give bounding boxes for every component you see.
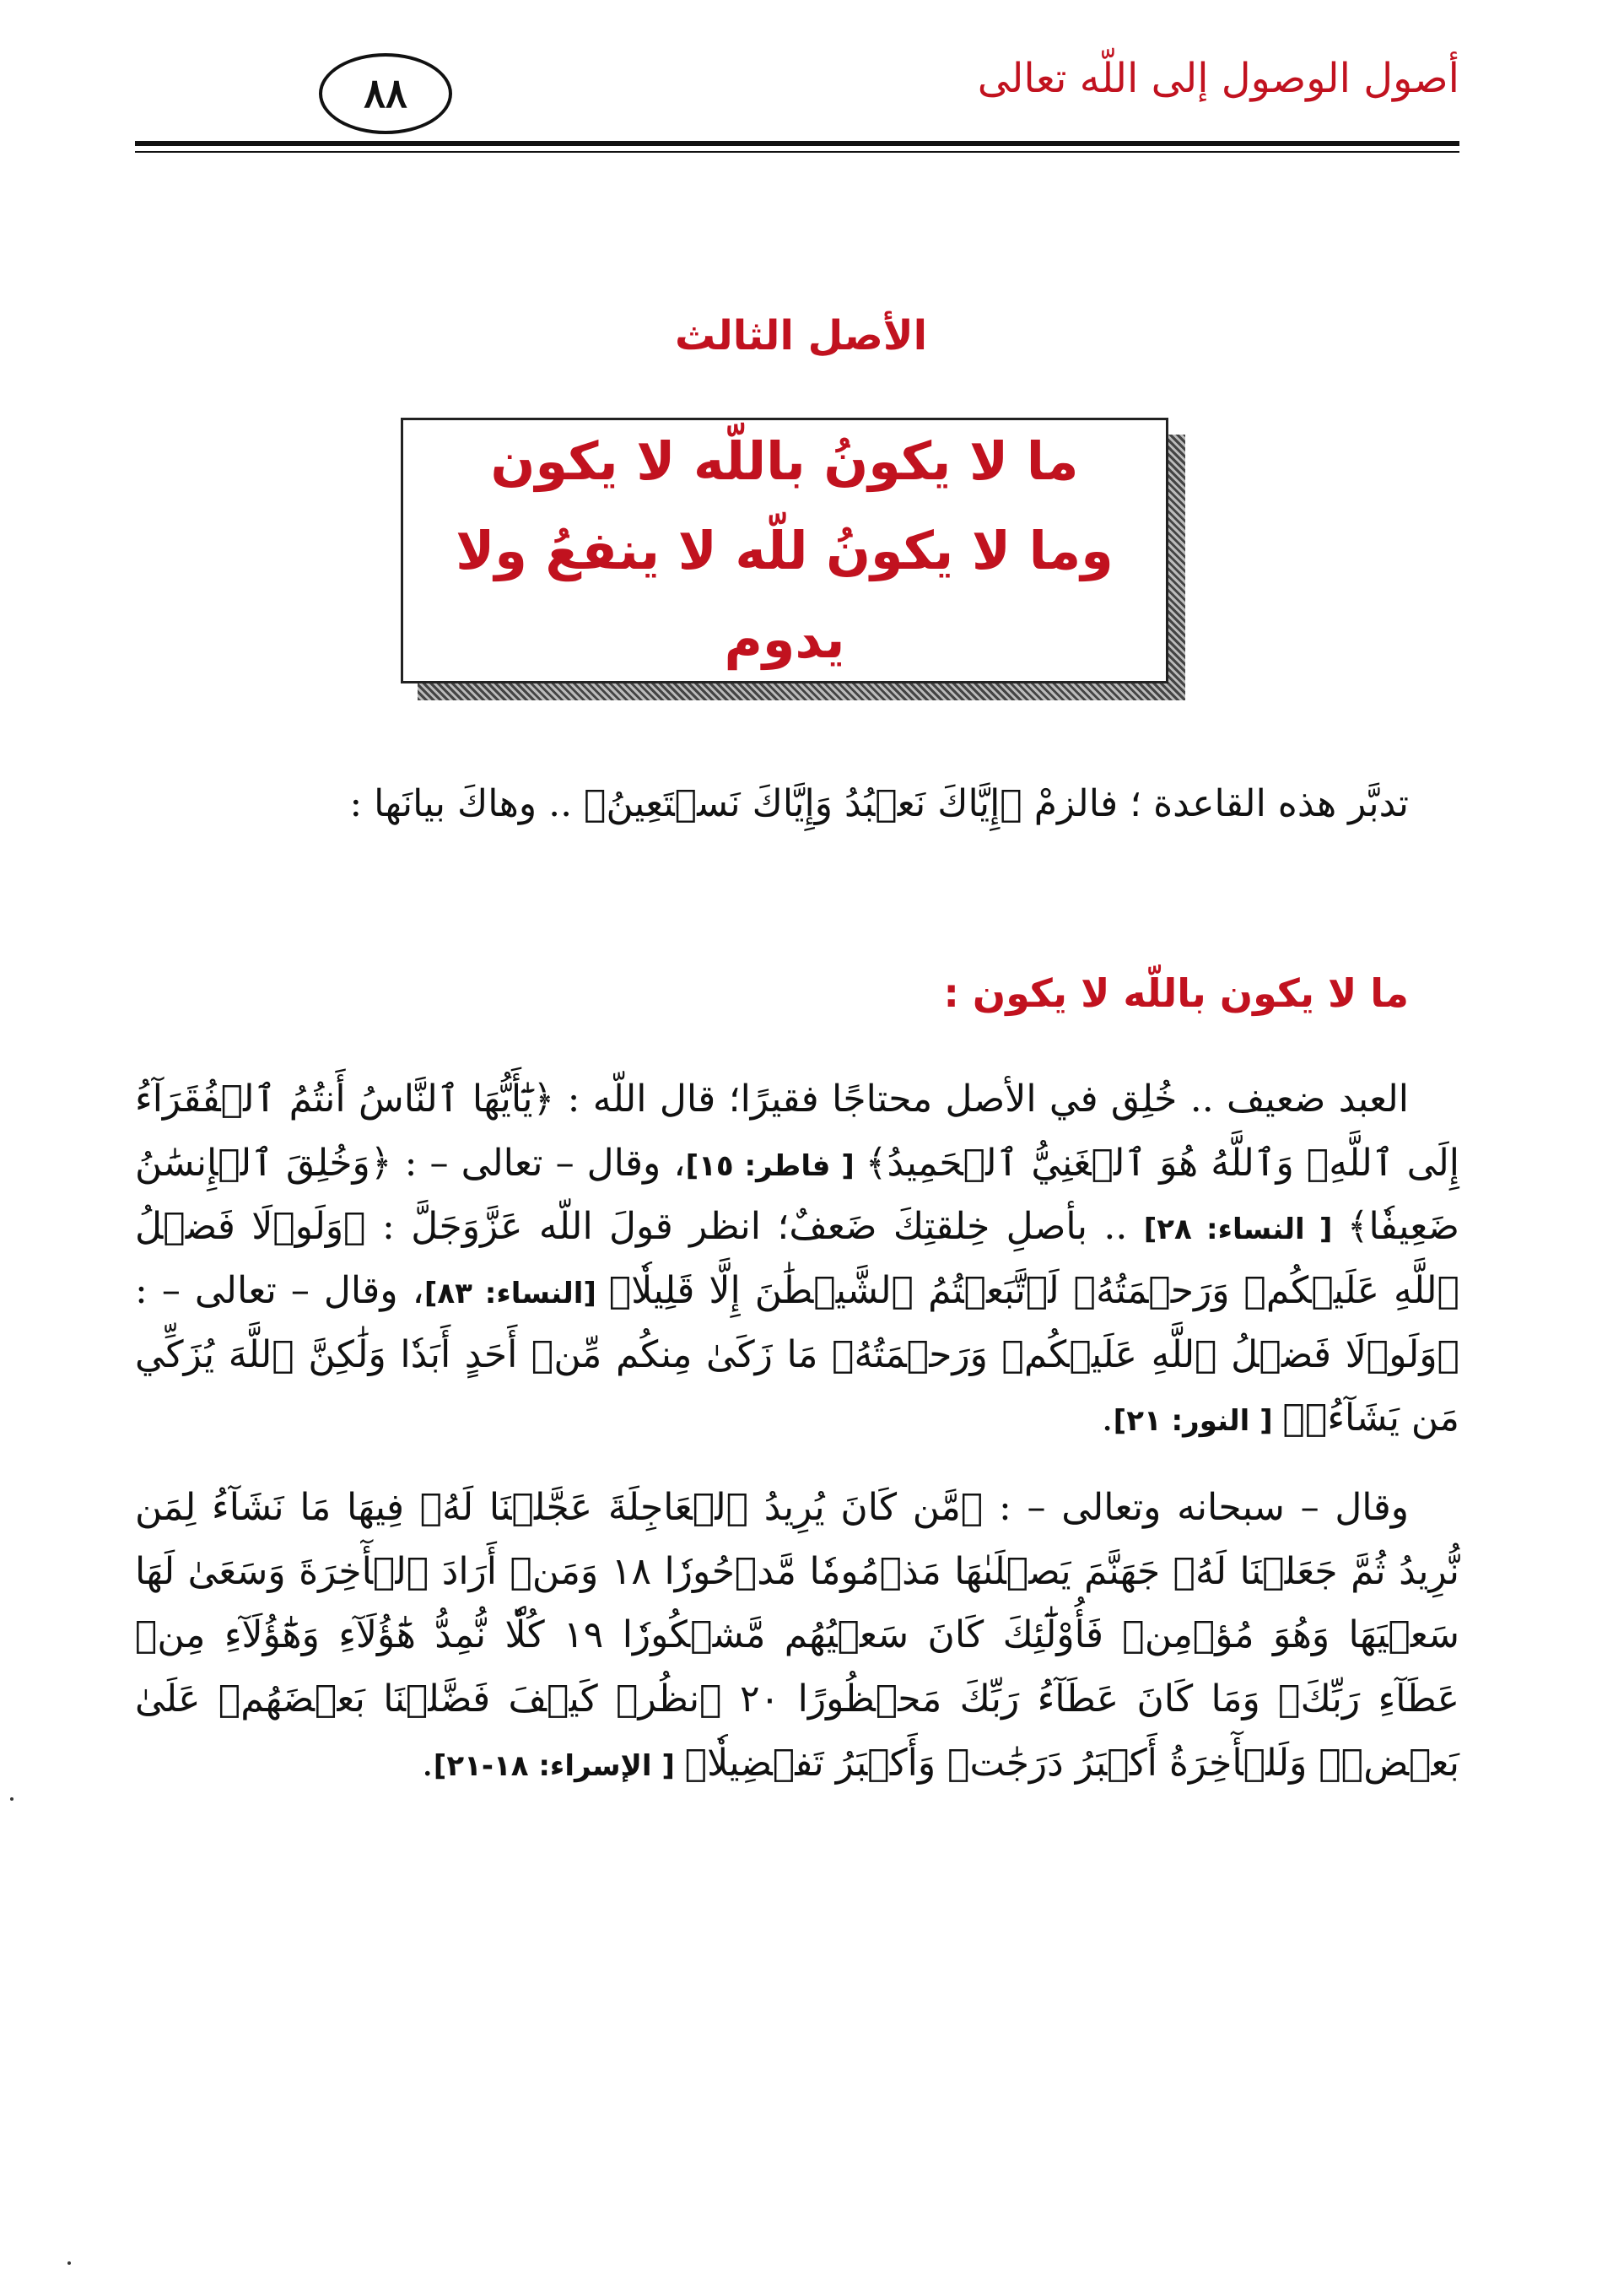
subheading: ما لا يكون باللّه لا يكون :	[943, 970, 1409, 1016]
para1-verse-3: ﴿وَلَوۡلَا فَضۡلُ ٱللَّهِ عَلَيۡكُمۡ وَرَحۡمَتُهُۥ لَٱتَّبَعۡتُمُ ٱلشَّيۡطَٰنَ إِلَّا قَلِيلٗا﴾	[135, 1205, 1459, 1313]
intro-quran-verse: ﴿إِيَّاكَ نَعۡبُدُ وَإِيَّاكَ نَسۡتَعِينُ﴾	[584, 782, 1022, 825]
page-header	[135, 46, 1459, 148]
intro-text-1: تدبَّر هذه القاعدة ؛ فالزمْ	[1022, 782, 1409, 825]
rule-line-1: ما لا يكونُ باللّه لا يكون	[490, 430, 1079, 493]
page-number: ٨٨	[319, 53, 452, 134]
para1-verse-2: ﴿وَخُلِقَ ٱلۡإِنسَٰنُ ضَعِيفٗا﴾	[135, 1141, 1459, 1249]
intro-paragraph	[135, 772, 1459, 855]
section-title: الأصل الثالث	[674, 312, 928, 359]
body-paragraphs	[135, 1067, 1459, 1813]
scan-speck	[67, 2261, 71, 2265]
para1-ref-3: [النساء: ٨٣]	[423, 1277, 609, 1311]
rule-box	[401, 418, 1168, 683]
para1-verse-4: ﴿وَلَوۡلَا فَضۡلُ ٱللَّهِ عَلَيۡكُمۡ وَرَحۡمَتُهُۥ مَا زَكَىٰ مِنكُم مِّنۡ أَحَدٍ أَبَدٗا وَلَٰكِنَّ ٱللَّهَ يُزَكِّي مَن يَشَآءُۗ﴾	[135, 1332, 1459, 1440]
rule-line-2: وما لا يكونُ للّه لا ينفعُ ولا يدوم	[456, 519, 1114, 671]
para1-ref-1: [ فاطر: ١٥]	[685, 1148, 866, 1183]
para1-text-1: العبد ضعيف .. خُلِق في الأصل محتاجًا فقيرًا؛ قال اللّه :	[554, 1078, 1409, 1121]
para2-text-2: .	[421, 1741, 434, 1785]
paragraph-1	[135, 1067, 1459, 1451]
para1-text-2: ، وقال – تعالى – :	[391, 1141, 686, 1185]
header-rule-thin	[135, 151, 1459, 153]
scan-speck	[10, 1797, 13, 1801]
honorific-glyph: عَزَّوَجَلَّ	[411, 1205, 523, 1249]
para2-text-1: وقال – سبحانه وتعالى – :	[983, 1486, 1409, 1530]
para1-text-6: .	[1101, 1397, 1114, 1440]
para2-ref-1: [ الإسراء: ١٨-٢١]	[433, 1748, 685, 1783]
paragraph-2	[135, 1476, 1459, 1795]
para1-text-5: ، وقال – تعالى – :	[135, 1269, 424, 1313]
para1-text-3: .. بأصلِ خِلقتِكَ ضَعفٌ؛ انظر قولَ اللّه	[522, 1205, 1144, 1249]
para1-ref-2: [ النساء: ٢٨]	[1143, 1213, 1347, 1247]
para1-ref-4: [ النور: ٢١]	[1113, 1404, 1283, 1439]
header-rule-thick	[135, 141, 1459, 146]
para2-verses: ﴿مَّن كَانَ يُرِيدُ ٱلۡعَاجِلَةَ عَجَّلۡنَا لَهُۥ فِيهَا مَا نَشَآءُ لِمَن نُّرِيدُ ثُمَّ جَعَلۡنَا لَهُۥ جَهَنَّمَ يَصۡلَىٰهَا مَذۡمُومٗا مَّدۡحُورٗا ١٨ وَمَنۡ أَرَادَ ٱلۡأٓخِرَةَ وَسَعَىٰ لَهَا سَعۡيَهَا وَهُوَ مُؤۡمِنٞ فَأُوْلَٰٓئِكَ كَانَ سَعۡيُهُم مَّشۡكُورٗا ١٩ كُلّٗا نُّمِدُّ هَٰٓؤُلَآءِ وَهَٰٓؤُلَآءِ مِنۡ عَطَآءِ رَبِّكَۚ وَمَا كَانَ عَطَآءُ رَبِّكَ مَحۡظُورًا ٢٠ ٱنظُرۡ كَيۡفَ فَضَّلۡنَا بَعۡضَهُمۡ عَلَىٰ بَعۡضٖۚ وَلَلۡأٓخِرَةُ أَكۡبَرُ دَرَجَٰتٖ وَأَكۡبَرُ تَفۡضِيلٗا﴾	[135, 1486, 1459, 1785]
intro-text-2: .. وهاكَ بيانَها :	[349, 782, 585, 825]
para1-text-4: :	[365, 1205, 412, 1249]
running-title: أصول الوصول إلى اللّه تعالى	[977, 55, 1459, 102]
para1-verse-1: ﴿يَٰٓأَيُّهَا ٱلنَّاسُ أَنتُمُ ٱلۡفُقَرَآءُ إِلَى ٱللَّهِۖ وَٱللَّهُ هُوَ ٱلۡغَنِيُّ ٱلۡحَمِيدُ﴾	[135, 1078, 1459, 1185]
